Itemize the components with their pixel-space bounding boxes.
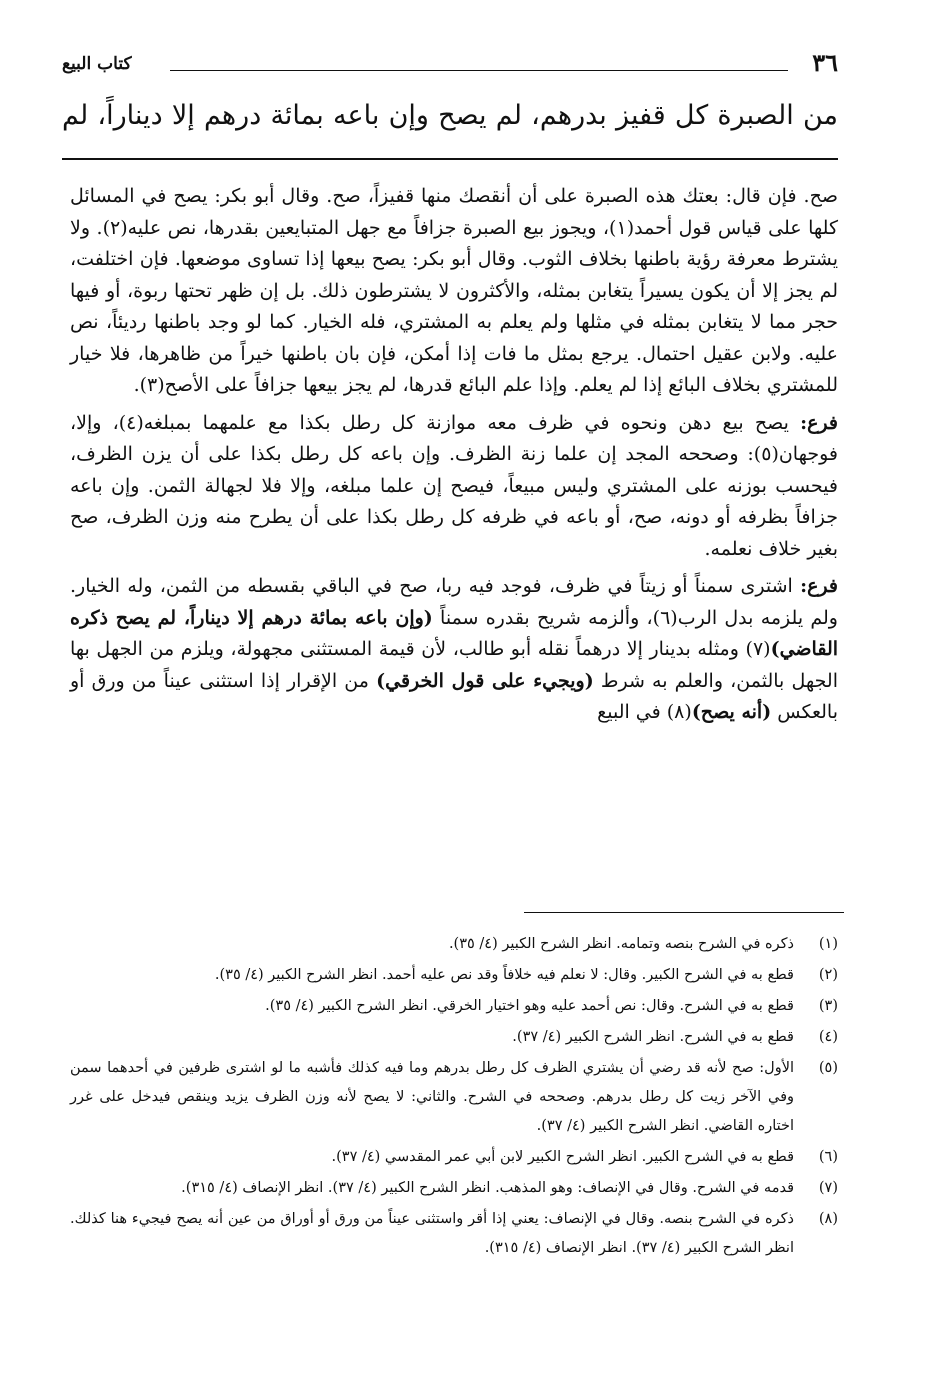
footnote-item	[70, 992, 838, 1021]
footnote-number: (٢)	[818, 967, 838, 983]
footnote-text: قدمه في الشرح. وقال في الإنصاف: وهو المذهب. انظر الشرح الكبير (٤/ ٣٧). انظر الإنصاف (٤/ ٣١٥).	[181, 1180, 794, 1196]
footnote-separator	[524, 912, 844, 913]
footnote-item	[70, 961, 838, 990]
matn-quote: (ويجيء على قول الخرقي)	[376, 669, 594, 692]
matn-divider	[62, 158, 838, 160]
footnote-number: (٣)	[818, 998, 838, 1014]
paragraph-text: (٧) ومثله بدينار إلا درهماً نقله أبو طالب، لأن قيمة المستثنى مجهولة، ويلزم من الجهل بها الجهل بالثمن، والعلم به شرط	[70, 638, 838, 692]
footnote-text: قطع به في الشرح الكبير. وقال: لا نعلم فيه خلافاً وقد نص عليه أحمد. انظر الشرح الكبير (٤/ ٣٥).	[214, 967, 794, 983]
footnote-text: قطع به في الشرح. وقال: نص أحمد عليه وهو اختيار الخرقي. انظر الشرح الكبير (٤/ ٣٥).	[265, 998, 794, 1014]
paragraph-text: (٨) في البيع	[597, 701, 692, 723]
paragraph-text: صح. فإن قال: بعتك هذه الصبرة على أن أنقصك منها قفيزاً، صح. وقال أبو بكر: يصح في المسائل كلها على قياس قول أحمد(١)، ويجوز بيع الصبرة جزافاً مع جهل المتبايعين بقدرها، نص عليه(٢). ولا يشترط معرفة رؤية باطنها بخلاف الثوب. وقال أبو بكر: يصح بيعها إذا تساوى موضعها. فإن اختلفت، لم يجز إلا أن يكون يسيراً يتغابن بمثله، والأكثرون لا يشترطون ذلك. بل إن ظهر تحتها ربوة، أو فيها حجر مما لا يتغابن بمثله في مثلها ولم يعلم به المشتري، فله الخيار. كما لو وجد باطنها رديئاً، نص عليه. ولابن عقيل احتمال. يرجع بمثل ما فات إذا أمكن، فإن بان باطنها خيراً من ظاهرها، فلا خيار للمشتري بخلاف البائع إذا لم يعلم. وإذا علم البائع قدرها، لم يجز بيعها جزافاً على الأصح(٣).	[70, 185, 838, 396]
footnote-text: قطع به في الشرح. انظر الشرح الكبير (٤/ ٣٧).	[512, 1029, 794, 1045]
footnote-item	[70, 1174, 838, 1203]
footnote-number: (١)	[818, 936, 838, 952]
book-title: كتاب البيع	[62, 54, 132, 74]
footnote-number: (٦)	[818, 1149, 838, 1165]
footnote-item	[70, 1054, 838, 1141]
footnote-item	[70, 1143, 838, 1172]
page-number: ٣٦	[812, 48, 838, 77]
footnote-item	[70, 1205, 838, 1263]
footnote-number: (٥)	[818, 1060, 838, 1076]
paragraph-text: اشترى سمناً أو زيتاً في ظرف، فوجد فيه ربا، صح في الباقي بقسطه من الثمن، وله الخيار. ولم يلزمه بدل الرب(٦)، وألزمه شريح بقدره سمناً	[70, 575, 838, 629]
commentary-paragraph	[70, 408, 838, 566]
footnote-number: (٧)	[818, 1180, 838, 1196]
paragraph-text: من الإقرار إذا استثنى عيناً من ورق أو بالعكس	[70, 669, 838, 723]
matn-quote: (أنه يصح)	[691, 701, 772, 723]
matn-text: من الصبرة كل قفيز بدرهم، لم يصح وإن باعه بمائة درهم إلا ديناراً، لم	[62, 100, 838, 131]
branch-label: فرع:	[800, 575, 838, 597]
footnote-text: الأول: صح لأنه قد رضي أن يشتري الظرف كل رطل بدرهم وما فيه كذلك فأشبه ما لو اشترى ظرفين في أحدهما سمن وفي الآخر زيت كل رطل بدرهم. وصححه في الشرح. والثاني: لا يصح لأنه وزن الظرف يزيد وينقص فيدخل على غرر اختاره القاضي. انظر الشرح الكبير (٤/ ٣٧).	[70, 1060, 794, 1134]
footnote-text: قطع به في الشرح الكبير. انظر الشرح الكبير لابن أبي عمر المقدسي (٤/ ٣٧).	[331, 1149, 794, 1165]
commentary-body	[70, 181, 838, 729]
footnote-number: (٨)	[818, 1211, 838, 1227]
branch-label: فرع:	[800, 411, 838, 434]
header-rule	[170, 70, 788, 71]
commentary-paragraph	[70, 181, 838, 402]
footnote-item	[70, 1023, 838, 1052]
commentary-paragraph	[70, 571, 838, 729]
footnote-item	[70, 930, 838, 959]
footnote-text: ذكره في الشرح بنصه. وقال في الإنصاف: يعني إذا أقر واستثنى عيناً من ورق أو أوراق من عين أنه يصح فيجيء هنا كذلك. انظر الشرح الكبير (٤/ ٣٧). انظر الإنصاف (٤/ ٣١٥).	[70, 1211, 794, 1256]
footnote-number: (٤)	[818, 1029, 838, 1045]
matn-quote: (وإن باعه بمائة درهم إلا ديناراً، لم يصح ذكره القاضي)	[70, 606, 839, 660]
running-header	[62, 48, 838, 82]
footnote-text: ذكره في الشرح بنصه وتمامه. انظر الشرح الكبير (٤/ ٣٥).	[448, 936, 794, 952]
footnotes	[70, 930, 838, 1265]
paragraph-text: يصح بيع دهن ونحوه في ظرف معه موازنة كل رطل بكذا مع علمهما بمبلغه(٤)، وإلا، فوجهان(٥): وصححه المجد إن علما زنة الظرف. وإن باعه كل رطل بكذا على أن يزن الظرف، فيحسب بوزنه على المشتري وليس مبيعاً، فيصح إن علما مبلغه، وإلا فلا لجهالة الثمن. وإن باعه جزافاً بظرفه أو دونه، صح، أو باعه في ظرفه كل رطل بكذا على أن يطرح منه وزن الظرف، صح بغير خلاف نعلمه.	[70, 411, 838, 560]
